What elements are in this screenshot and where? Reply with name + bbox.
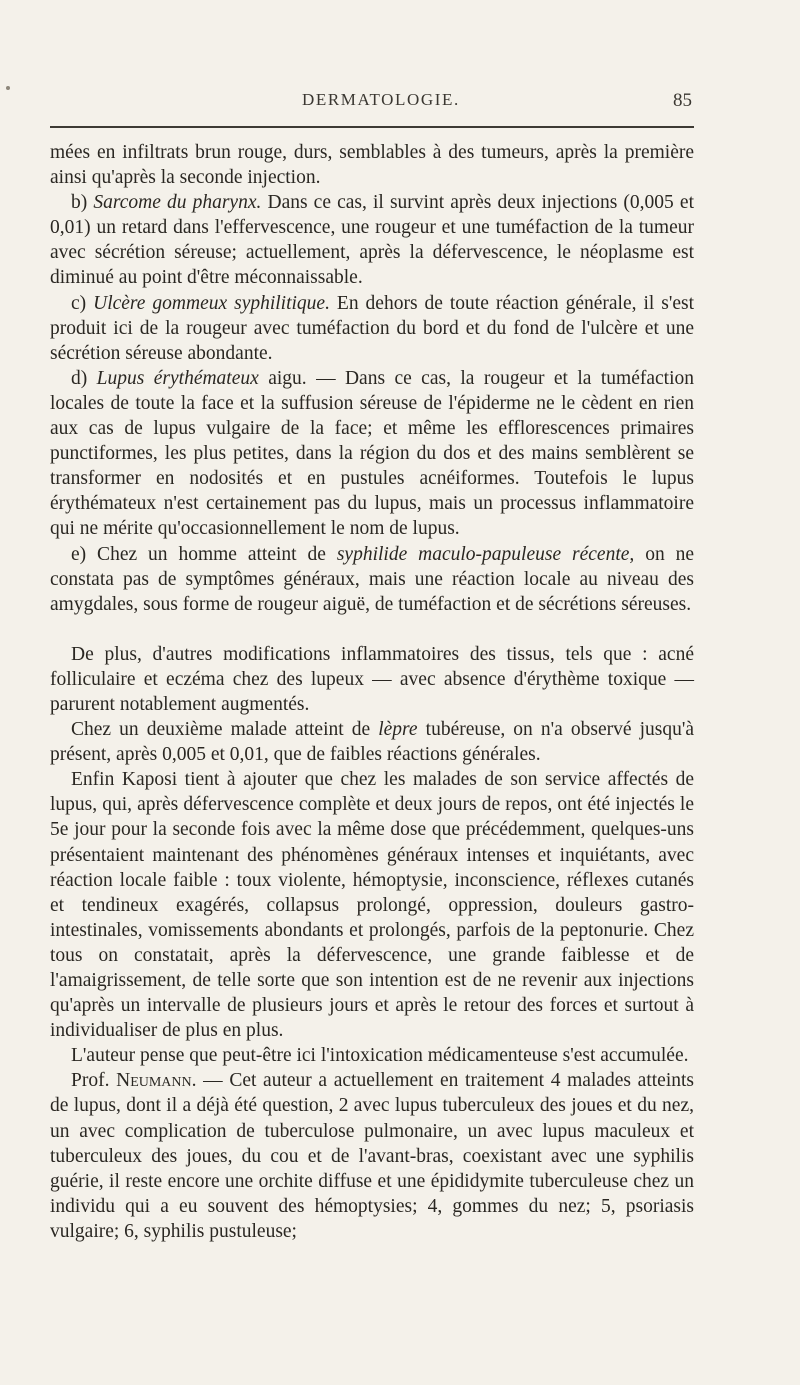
body-text: [50, 140, 694, 1244]
list-label: d): [71, 367, 97, 389]
paragraph-sarcome: [50, 190, 694, 290]
paragraph-text: Chez un deuxième malade atteint de: [71, 719, 379, 741]
list-label: b): [71, 192, 94, 214]
paragraph-lupus-erythemateux: [50, 366, 694, 542]
paragraph-syphilide: [50, 542, 694, 617]
paragraph-text: Prof.: [71, 1070, 117, 1092]
paragraph-text: aigu. — Dans ce cas, la rougeur et la tuméfaction locales de toute la face et la suffusion séreuse de l'épiderme ne le cèdent en rien aux cas de lupus vulgaire de la face; et même les efflorescences primaires punctiformes, les plus petites, dans la région du dos et des mains semblèrent se transformer en nodosités et en pustules acnéiformes. Toutefois le lupus érythémateux n'est certainement pas du lupus, mais un processus inflammatoire qui ne mérite qu'occasionnellement le nom de lupus.: [50, 367, 694, 540]
paragraph-ulcere: [50, 291, 694, 366]
page-header: [0, 90, 800, 116]
paragraph-lepre: [50, 717, 694, 767]
paragraph-text: . — Cet auteur a actuellement en traitement 4 malades atteints de lupus, dont il a déjà été question, 2 avec lupus tuberculeux des joues et du nez, un avec complication de tuberculose pulmonaire, un avec lupus maculeux et tuberculeux des joues, du cou et de l'avant-bras, coexistant avec une syphilis guérie, il reste encore une orchite diffuse et une épididymite tuberculeuse chez un individu qui a eu souvent des hémoptysies; 4, gommes du nez; 5, psoriasis vulgaire; 6, syphilis pustuleuse;: [50, 1070, 694, 1242]
paragraph-neumann: [50, 1068, 694, 1244]
running-head: DERMATOLOGIE.: [302, 90, 460, 109]
paragraph: De plus, d'autres modifications inflammatoires des tissus, tels que : acné folliculaire et eczéma chez des lupeux — avec absence d'érythème toxique — parurent notablement augmentés.: [50, 643, 694, 715]
italic-term: lèpre: [378, 719, 418, 741]
paragraph-text: Dans ce cas, il survint après deux injections (0,005 et 0,01) un retard dans l'effervescence, une rougeur et une tuméfaction de la tumeur avec sécrétion séreuse; actuellement, après la défervescence, le néoplasme est diminué au point d'être méconnaissable.: [50, 192, 694, 289]
case-title: syphilide maculo-papuleuse récente,: [336, 543, 635, 565]
paragraph-text: e) Chez un homme atteint de: [71, 543, 337, 565]
page-number: 85: [673, 90, 692, 111]
case-title: Ulcère gommeux syphilitique.: [93, 292, 330, 314]
paragraph-kaposi: Enfin Kaposi tient à ajouter que chez les malades de son service affectés de lupus, qui, après défervescence complète et deux jours de repos, ont été injectés le 5e jour pour la seconde fois avec la même dose que précédemment, quelques-uns présentaient maintenant des phénomènes généraux intenses et inquiétants, avec réaction locale faible : toux violente, hémoptysie, inconscience, réflexes cutanés et tendineux exagérés, collapsus prolongé, oppression, douleurs gastro-intestinales, vomissements abondants et prolongés, parfois de la peptonurie. Chez tous on constatait, après la défervescence, une grande faiblesse et de l'amaigrissement, de telle sorte que son intention est de ne revenir aux injections qu'après un intervalle de plusieurs jours et après le retour des forces et surtout à individualiser de plus en plus.: [50, 769, 694, 1042]
list-label: c): [71, 292, 94, 314]
paragraph: L'auteur pense que peut-être ici l'intoxication médicamenteuse s'est accumulée.: [71, 1045, 689, 1067]
header-rule: [50, 126, 694, 128]
case-title: Sarcome du pharynx.: [93, 192, 262, 214]
paragraph-text: on ne constata pas de symptômes généraux, mais une réaction locale au niveau des amygdales, sous forme de rougeur aiguë, de tuméfaction et de sécrétions séreuses.: [50, 543, 695, 615]
author-name: Neumann: [116, 1070, 192, 1092]
paragraph-text: tubéreuse, on n'a observé jusqu'à présent, après 0,005 et 0,01, que de faibles réactions générales.: [50, 719, 695, 766]
paragraph: mées en infiltrats brun rouge, durs, semblables à des tumeurs, après la première ainsi qu'après la seconde injection.: [50, 142, 694, 189]
case-title: Lupus érythémateux: [96, 367, 259, 389]
paragraph-text: En dehors de toute réaction générale, il s'est produit ici de la rougeur avec tuméfaction du bord et du fond de l'ulcère et une sécrétion séreuse abondante.: [50, 292, 695, 364]
